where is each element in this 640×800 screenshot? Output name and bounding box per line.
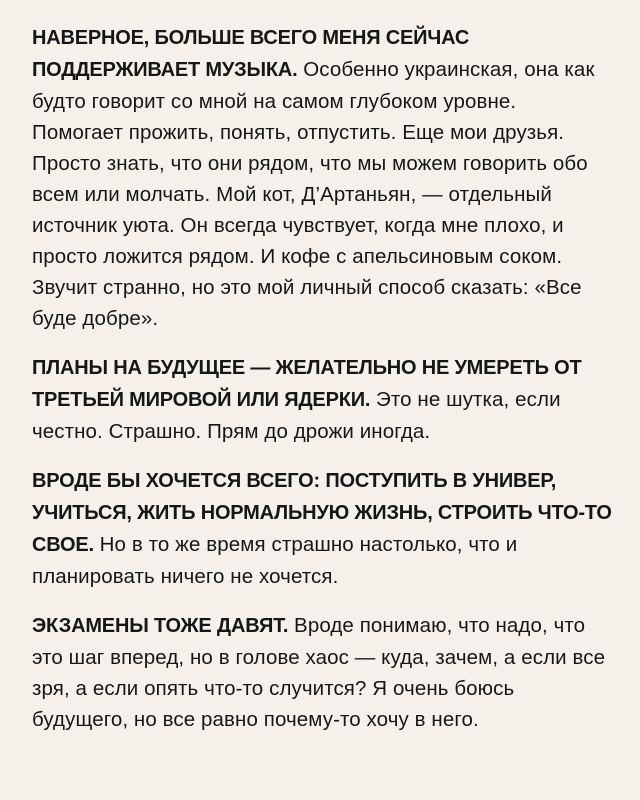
paragraph-future-plans bbox=[32, 352, 612, 447]
article-body bbox=[32, 22, 612, 753]
paragraph-text: Особенно украинская, она как будто говорит со мной на самом глубоком уровне. Помогает прожить, понять, отпустить. Еще мои друзья. Просто знать, что они рядом, что мы можем говорить обо всем или молчать. Мой кот, Д’Артаньян, — отдельный источник уюта. Он всегда чувствует, когда мне плохо, и просто ложится рядом. И кофе с апельсиновым соком. Звучит странно, но это мой личный способ сказать: «Все буде добре». bbox=[32, 58, 595, 330]
paragraph-text: Это не шутка, если честно. Страшно. Прям до дрожи иногда. bbox=[32, 388, 561, 443]
paragraph-wants bbox=[32, 465, 612, 592]
paragraph-text: Но в то же время страшно настолько, что и планировать ничего не хочется. bbox=[32, 533, 518, 588]
paragraph-lead: ПЛАНЫ НА БУДУЩЕЕ — ЖЕЛАТЕЛЬНО НЕ УМЕРЕТЬ ОТ ТРЕТЬЕЙ МИРОВОЙ ИЛИ ЯДЕРКИ. bbox=[32, 357, 582, 411]
paragraph-exams bbox=[32, 610, 612, 735]
paragraph-lead: ЭКЗАМЕНЫ ТОЖЕ ДАВЯТ. bbox=[32, 615, 289, 637]
paragraph-text: Вроде понимаю, что надо, что это шаг вперед, но в голове хаос — куда, зачем, а если все зря, а если опять что-то случится? Я очень боюсь будущего, но все равно почему-то хочу в него. bbox=[32, 614, 606, 731]
paragraph-lead: ВРОДЕ БЫ ХОЧЕТСЯ ВСЕГО: ПОСТУПИТЬ В УНИВЕР, УЧИТЬСЯ, ЖИТЬ НОРМАЛЬНУЮ ЖИЗНЬ, СТРОИТЬ ЧТО-ТО СВОЕ. bbox=[32, 470, 612, 556]
paragraph-music bbox=[32, 22, 612, 334]
paragraph-lead: НАВЕРНОЕ, БОЛЬШЕ ВСЕГО МЕНЯ СЕЙЧАС ПОДДЕРЖИВАЕТ МУЗЫКА. bbox=[32, 27, 470, 81]
